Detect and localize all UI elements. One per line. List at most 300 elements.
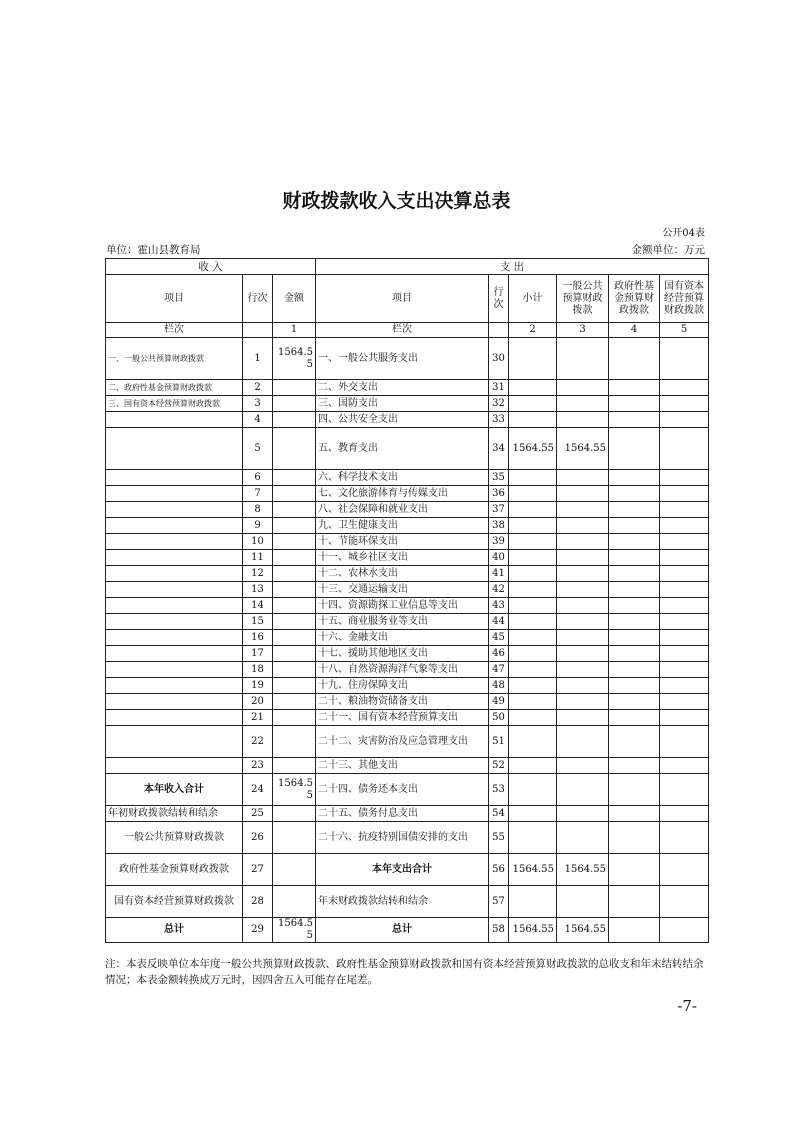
expense-fund-budget bbox=[609, 582, 660, 598]
table-row bbox=[106, 774, 709, 806]
header-item: 项目 bbox=[106, 275, 243, 323]
income-row-no: 13 bbox=[243, 582, 273, 598]
expense-fund-budget bbox=[609, 918, 660, 943]
expense-item: 二十、粮油物资储备支出 bbox=[316, 694, 489, 710]
col-index-5: 5 bbox=[660, 323, 709, 338]
expense-fund-budget bbox=[609, 806, 660, 822]
expense-fund-budget bbox=[609, 774, 660, 806]
income-row-no: 2 bbox=[243, 380, 273, 396]
budget-table bbox=[105, 258, 709, 943]
expense-general-budget bbox=[557, 614, 609, 630]
expense-row-no: 54 bbox=[489, 806, 509, 822]
expense-state-capital bbox=[660, 582, 709, 598]
income-item bbox=[106, 582, 243, 598]
expense-row-no: 51 bbox=[489, 726, 509, 758]
income-amount bbox=[273, 412, 316, 428]
expense-row-no: 32 bbox=[489, 396, 509, 412]
income-row-no: 20 bbox=[243, 694, 273, 710]
expense-state-capital bbox=[660, 886, 709, 918]
expense-item: 七、文化旅游体育与传媒支出 bbox=[316, 486, 489, 502]
expense-state-capital bbox=[660, 774, 709, 806]
income-item: 政府性基金预算财政拨款 bbox=[106, 854, 243, 886]
header-amount: 金额 bbox=[273, 275, 316, 323]
income-row-no: 16 bbox=[243, 630, 273, 646]
table-row bbox=[106, 630, 709, 646]
income-item bbox=[106, 614, 243, 630]
income-row-no: 18 bbox=[243, 662, 273, 678]
expense-fund-budget bbox=[609, 614, 660, 630]
expense-state-capital bbox=[660, 470, 709, 486]
income-row-no: 9 bbox=[243, 518, 273, 534]
income-item bbox=[106, 678, 243, 694]
expense-state-capital bbox=[660, 412, 709, 428]
income-amount bbox=[273, 534, 316, 550]
table-row bbox=[106, 486, 709, 502]
expense-general-budget bbox=[557, 726, 609, 758]
expense-fund-budget bbox=[609, 854, 660, 886]
expense-item: 二十五、债务付息支出 bbox=[316, 806, 489, 822]
expense-row-no: 42 bbox=[489, 582, 509, 598]
income-amount bbox=[273, 678, 316, 694]
income-row-no: 11 bbox=[243, 550, 273, 566]
header-subtotal: 小计 bbox=[509, 275, 557, 323]
income-amount bbox=[273, 726, 316, 758]
income-item bbox=[106, 518, 243, 534]
income-row-no: 10 bbox=[243, 534, 273, 550]
expense-state-capital bbox=[660, 758, 709, 774]
income-amount bbox=[273, 550, 316, 566]
income-amount bbox=[273, 396, 316, 412]
expense-row-no: 39 bbox=[489, 534, 509, 550]
income-amount bbox=[273, 646, 316, 662]
expense-general-budget bbox=[557, 566, 609, 582]
expense-item: 十二、农林水支出 bbox=[316, 566, 489, 582]
expense-subtotal bbox=[509, 678, 557, 694]
expense-subtotal bbox=[509, 598, 557, 614]
expense-row-no: 50 bbox=[489, 710, 509, 726]
section-expense: 支 出 bbox=[316, 259, 709, 275]
income-amount bbox=[273, 630, 316, 646]
income-row-no: 29 bbox=[243, 918, 273, 943]
table-row bbox=[106, 886, 709, 918]
table-row bbox=[106, 662, 709, 678]
expense-row-no: 46 bbox=[489, 646, 509, 662]
expense-general-budget bbox=[557, 412, 609, 428]
col-index-label2: 栏次 bbox=[316, 323, 489, 338]
income-row-no: 19 bbox=[243, 678, 273, 694]
table-row bbox=[106, 678, 709, 694]
expense-row-no: 35 bbox=[489, 470, 509, 486]
income-amount bbox=[273, 822, 316, 854]
expense-row-no: 31 bbox=[489, 380, 509, 396]
col-index-empty bbox=[243, 323, 273, 338]
income-amount bbox=[273, 758, 316, 774]
income-row-no: 17 bbox=[243, 646, 273, 662]
expense-general-budget bbox=[557, 646, 609, 662]
col-index-1: 1 bbox=[273, 323, 316, 338]
expense-general-budget bbox=[557, 694, 609, 710]
income-item: 一、一般公共预算财政拨款 bbox=[106, 338, 243, 380]
expense-subtotal bbox=[509, 550, 557, 566]
header-state-capital: 国有资本经营预算财政拨款 bbox=[660, 275, 709, 323]
expense-row-no: 37 bbox=[489, 502, 509, 518]
expense-state-capital bbox=[660, 854, 709, 886]
expense-item: 三、国防支出 bbox=[316, 396, 489, 412]
income-item bbox=[106, 646, 243, 662]
expense-general-budget: 1564.55 bbox=[557, 428, 609, 470]
expense-state-capital bbox=[660, 598, 709, 614]
income-amount bbox=[273, 486, 316, 502]
expense-item: 二十四、债务还本支出 bbox=[316, 774, 489, 806]
expense-fund-budget bbox=[609, 886, 660, 918]
expense-fund-budget bbox=[609, 470, 660, 486]
expense-state-capital bbox=[660, 662, 709, 678]
income-item bbox=[106, 694, 243, 710]
expense-general-budget bbox=[557, 518, 609, 534]
expense-fund-budget bbox=[609, 486, 660, 502]
table-row bbox=[106, 502, 709, 518]
expense-row-no: 30 bbox=[489, 338, 509, 380]
expense-fund-budget bbox=[609, 678, 660, 694]
expense-state-capital bbox=[660, 726, 709, 758]
expense-item: 十九、住房保障支出 bbox=[316, 678, 489, 694]
expense-subtotal bbox=[509, 662, 557, 678]
expense-item: 十、节能环保支出 bbox=[316, 534, 489, 550]
expense-fund-budget bbox=[609, 534, 660, 550]
header-row-no: 行次 bbox=[243, 275, 273, 323]
expense-general-budget bbox=[557, 550, 609, 566]
income-amount bbox=[273, 518, 316, 534]
expense-general-budget bbox=[557, 582, 609, 598]
expense-subtotal bbox=[509, 412, 557, 428]
income-row-no: 15 bbox=[243, 614, 273, 630]
expense-subtotal bbox=[509, 470, 557, 486]
unit-name: 单位：霍山县教育局 bbox=[106, 244, 201, 256]
table-row bbox=[106, 518, 709, 534]
expense-general-budget bbox=[557, 886, 609, 918]
income-item bbox=[106, 550, 243, 566]
expense-row-no: 41 bbox=[489, 566, 509, 582]
income-amount bbox=[273, 566, 316, 582]
expense-state-capital bbox=[660, 534, 709, 550]
expense-general-budget bbox=[557, 470, 609, 486]
expense-row-no: 57 bbox=[489, 886, 509, 918]
expense-subtotal bbox=[509, 646, 557, 662]
income-row-no: 7 bbox=[243, 486, 273, 502]
expense-fund-budget bbox=[609, 822, 660, 854]
expense-state-capital bbox=[660, 822, 709, 854]
income-item: 三、国有资本经营预算财政拨款 bbox=[106, 396, 243, 412]
income-row-no: 24 bbox=[243, 774, 273, 806]
income-item: 年初财政拨款结转和结余 bbox=[106, 806, 243, 822]
income-row-no: 1 bbox=[243, 338, 273, 380]
expense-fund-budget bbox=[609, 502, 660, 518]
income-item: 一般公共预算财政拨款 bbox=[106, 822, 243, 854]
expense-subtotal bbox=[509, 518, 557, 534]
income-amount bbox=[273, 614, 316, 630]
expense-item: 二十三、其他支出 bbox=[316, 758, 489, 774]
expense-item: 一、一般公共服务支出 bbox=[316, 338, 489, 380]
expense-subtotal bbox=[509, 710, 557, 726]
income-amount bbox=[273, 380, 316, 396]
expense-subtotal: 1564.55 bbox=[509, 854, 557, 886]
table-row bbox=[106, 694, 709, 710]
expense-subtotal bbox=[509, 630, 557, 646]
expense-item: 十五、商业服务业等支出 bbox=[316, 614, 489, 630]
expense-state-capital bbox=[660, 518, 709, 534]
income-amount bbox=[273, 694, 316, 710]
expense-state-capital bbox=[660, 630, 709, 646]
form-code: 公开04表 bbox=[662, 228, 705, 239]
expense-item: 二十二、灾害防治及应急管理支出 bbox=[316, 726, 489, 758]
expense-item: 六、科学技术支出 bbox=[316, 470, 489, 486]
expense-subtotal bbox=[509, 726, 557, 758]
expense-item: 二十六、抗疫特别国债安排的支出 bbox=[316, 822, 489, 854]
income-row-no: 25 bbox=[243, 806, 273, 822]
income-item bbox=[106, 502, 243, 518]
expense-subtotal bbox=[509, 822, 557, 854]
expense-fund-budget bbox=[609, 338, 660, 380]
expense-general-budget: 1564.55 bbox=[557, 918, 609, 943]
income-item bbox=[106, 710, 243, 726]
table-row bbox=[106, 758, 709, 774]
income-amount: 1564.55 bbox=[273, 774, 316, 806]
income-row-no: 5 bbox=[243, 428, 273, 470]
expense-state-capital bbox=[660, 806, 709, 822]
col-index-label: 栏次 bbox=[106, 323, 243, 338]
table-row bbox=[106, 710, 709, 726]
expense-item: 十四、资源勘探工业信息等支出 bbox=[316, 598, 489, 614]
income-amount bbox=[273, 854, 316, 886]
expense-state-capital bbox=[660, 502, 709, 518]
expense-general-budget bbox=[557, 710, 609, 726]
income-row-no: 21 bbox=[243, 710, 273, 726]
expense-row-no: 45 bbox=[489, 630, 509, 646]
expense-fund-budget bbox=[609, 550, 660, 566]
income-row-no: 4 bbox=[243, 412, 273, 428]
table-row bbox=[106, 854, 709, 886]
expense-subtotal bbox=[509, 806, 557, 822]
table-row bbox=[106, 534, 709, 550]
expense-general-budget bbox=[557, 774, 609, 806]
income-amount: 1564.55 bbox=[273, 918, 316, 943]
expense-general-budget bbox=[557, 598, 609, 614]
income-row-no: 26 bbox=[243, 822, 273, 854]
table-row bbox=[106, 380, 709, 396]
header-item2: 项目 bbox=[316, 275, 489, 323]
table-row bbox=[106, 550, 709, 566]
expense-row-no: 53 bbox=[489, 774, 509, 806]
income-item bbox=[106, 566, 243, 582]
expense-fund-budget bbox=[609, 412, 660, 428]
expense-subtotal bbox=[509, 534, 557, 550]
expense-fund-budget bbox=[609, 726, 660, 758]
expense-subtotal bbox=[509, 614, 557, 630]
expense-row-no: 38 bbox=[489, 518, 509, 534]
expense-fund-budget bbox=[609, 518, 660, 534]
expense-state-capital bbox=[660, 694, 709, 710]
income-amount bbox=[273, 806, 316, 822]
table-note: 注：本表反映单位本年度一般公共预算财政拨款、政府性基金预算财政拨款和国有资本经营预算财政拨款的总收支和年末结转结余情况；本表金额转换成万元时，因四舍五入可能存在尾差。 bbox=[105, 958, 704, 986]
expense-state-capital bbox=[660, 566, 709, 582]
expense-row-no: 40 bbox=[489, 550, 509, 566]
expense-subtotal: 1564.55 bbox=[509, 918, 557, 943]
income-amount bbox=[273, 662, 316, 678]
expense-state-capital bbox=[660, 338, 709, 380]
expense-fund-budget bbox=[609, 380, 660, 396]
expense-state-capital bbox=[660, 646, 709, 662]
income-item: 国有资本经营预算财政拨款 bbox=[106, 886, 243, 918]
expense-row-no: 56 bbox=[489, 854, 509, 886]
expense-general-budget bbox=[557, 486, 609, 502]
expense-row-no: 34 bbox=[489, 428, 509, 470]
expense-state-capital bbox=[660, 428, 709, 470]
income-item: 总计 bbox=[106, 918, 243, 943]
expense-fund-budget bbox=[609, 710, 660, 726]
income-row-no: 3 bbox=[243, 396, 273, 412]
expense-state-capital bbox=[660, 486, 709, 502]
expense-item: 十一、城乡社区支出 bbox=[316, 550, 489, 566]
page-number: -7- bbox=[677, 997, 697, 1015]
expense-general-budget bbox=[557, 806, 609, 822]
expense-row-no: 33 bbox=[489, 412, 509, 428]
table-row bbox=[106, 582, 709, 598]
header-fund-budget: 政府性基金预算财政拨款 bbox=[609, 275, 660, 323]
expense-item: 九、卫生健康支出 bbox=[316, 518, 489, 534]
expense-subtotal bbox=[509, 582, 557, 598]
table-row bbox=[106, 598, 709, 614]
income-item bbox=[106, 412, 243, 428]
expense-fund-budget bbox=[609, 598, 660, 614]
expense-fund-budget bbox=[609, 428, 660, 470]
expense-general-budget bbox=[557, 630, 609, 646]
expense-general-budget bbox=[557, 534, 609, 550]
page-title: 财政拨款收入支出决算总表 bbox=[282, 190, 511, 212]
expense-subtotal bbox=[509, 380, 557, 396]
income-item bbox=[106, 534, 243, 550]
expense-item: 总计 bbox=[316, 918, 489, 943]
expense-state-capital bbox=[660, 380, 709, 396]
income-item bbox=[106, 630, 243, 646]
income-amount bbox=[273, 710, 316, 726]
expense-item: 本年支出合计 bbox=[316, 854, 489, 886]
expense-state-capital bbox=[660, 918, 709, 943]
expense-fund-budget bbox=[609, 758, 660, 774]
income-amount bbox=[273, 886, 316, 918]
expense-subtotal bbox=[509, 886, 557, 918]
expense-general-budget: 1564.55 bbox=[557, 854, 609, 886]
table-row bbox=[106, 614, 709, 630]
income-item bbox=[106, 428, 243, 470]
expense-item: 十三、交通运输支出 bbox=[316, 582, 489, 598]
income-item bbox=[106, 662, 243, 678]
table-row bbox=[106, 806, 709, 822]
income-amount bbox=[273, 598, 316, 614]
table-row bbox=[106, 338, 709, 380]
expense-item: 十六、金融支出 bbox=[316, 630, 489, 646]
expense-state-capital bbox=[660, 678, 709, 694]
expense-subtotal bbox=[509, 338, 557, 380]
expense-state-capital bbox=[660, 710, 709, 726]
income-row-no: 6 bbox=[243, 470, 273, 486]
table-row bbox=[106, 726, 709, 758]
expense-subtotal bbox=[509, 486, 557, 502]
table-row bbox=[106, 646, 709, 662]
expense-fund-budget bbox=[609, 662, 660, 678]
expense-row-no: 36 bbox=[489, 486, 509, 502]
expense-fund-budget bbox=[609, 630, 660, 646]
expense-item: 二、外交支出 bbox=[316, 380, 489, 396]
table-row bbox=[106, 396, 709, 412]
header-row-no2: 行次 bbox=[489, 275, 509, 323]
expense-row-no: 44 bbox=[489, 614, 509, 630]
income-item bbox=[106, 598, 243, 614]
expense-item: 十七、援助其他地区支出 bbox=[316, 646, 489, 662]
table-row bbox=[106, 918, 709, 943]
col-index-3: 3 bbox=[557, 323, 609, 338]
table-row bbox=[106, 566, 709, 582]
col-index-4: 4 bbox=[609, 323, 660, 338]
table-row bbox=[106, 412, 709, 428]
income-item bbox=[106, 486, 243, 502]
expense-item: 四、公共安全支出 bbox=[316, 412, 489, 428]
table-row bbox=[106, 822, 709, 854]
expense-subtotal: 1564.55 bbox=[509, 428, 557, 470]
income-row-no: 8 bbox=[243, 502, 273, 518]
expense-general-budget bbox=[557, 502, 609, 518]
expense-item: 年末财政拨款结转和结余 bbox=[316, 886, 489, 918]
table-row bbox=[106, 470, 709, 486]
expense-general-budget bbox=[557, 678, 609, 694]
expense-fund-budget bbox=[609, 694, 660, 710]
expense-row-no: 58 bbox=[489, 918, 509, 943]
header-general-budget: 一般公共预算财政拨款 bbox=[557, 275, 609, 323]
table-row bbox=[106, 428, 709, 470]
expense-item: 二十一、国有资本经营预算支出 bbox=[316, 710, 489, 726]
expense-subtotal bbox=[509, 502, 557, 518]
expense-general-budget bbox=[557, 380, 609, 396]
income-item bbox=[106, 758, 243, 774]
expense-fund-budget bbox=[609, 396, 660, 412]
col-index-2: 2 bbox=[509, 323, 557, 338]
expense-subtotal bbox=[509, 396, 557, 412]
income-row-no: 23 bbox=[243, 758, 273, 774]
income-row-no: 12 bbox=[243, 566, 273, 582]
expense-item: 八、社会保障和就业支出 bbox=[316, 502, 489, 518]
expense-row-no: 55 bbox=[489, 822, 509, 854]
expense-subtotal bbox=[509, 774, 557, 806]
expense-general-budget bbox=[557, 396, 609, 412]
expense-fund-budget bbox=[609, 646, 660, 662]
expense-subtotal bbox=[509, 758, 557, 774]
expense-row-no: 47 bbox=[489, 662, 509, 678]
income-row-no: 22 bbox=[243, 726, 273, 758]
section-income: 收 入 bbox=[106, 259, 316, 275]
income-amount bbox=[273, 470, 316, 486]
expense-state-capital bbox=[660, 396, 709, 412]
expense-general-budget bbox=[557, 758, 609, 774]
expense-general-budget bbox=[557, 822, 609, 854]
expense-row-no: 52 bbox=[489, 758, 509, 774]
income-item: 二、政府性基金预算财政拨款 bbox=[106, 380, 243, 396]
income-item bbox=[106, 470, 243, 486]
expense-row-no: 49 bbox=[489, 694, 509, 710]
income-amount: 1564.55 bbox=[273, 338, 316, 380]
expense-state-capital bbox=[660, 614, 709, 630]
income-row-no: 28 bbox=[243, 886, 273, 918]
income-amount bbox=[273, 502, 316, 518]
expense-general-budget bbox=[557, 662, 609, 678]
